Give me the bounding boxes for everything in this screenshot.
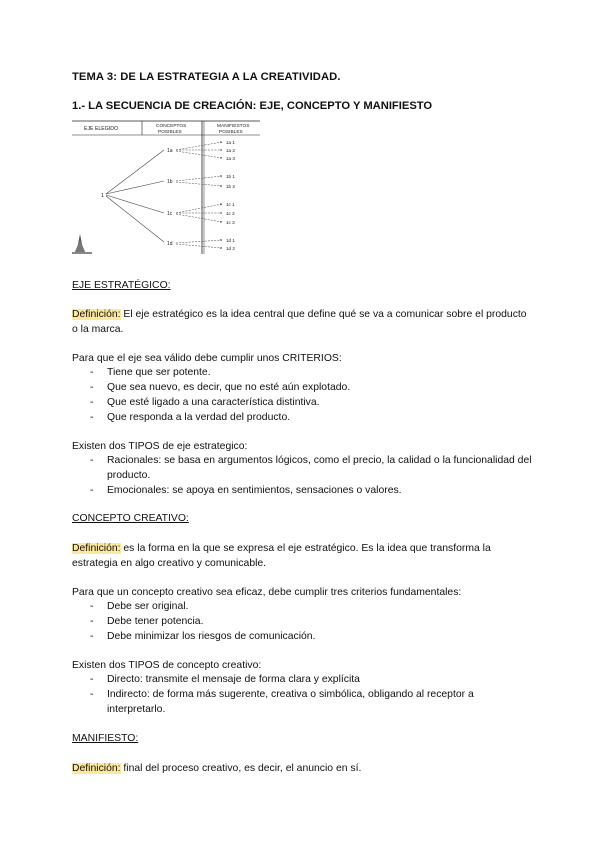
diagram-manifest-1c1: 1c 1 xyxy=(226,202,235,207)
diagram-concept-1c: 1c xyxy=(167,211,173,217)
eje-definition xyxy=(72,307,532,337)
manifiesto-definition-text: final del proceso creativo, es decir, el anuncio en sí. xyxy=(120,763,362,774)
list-item: - Debe ser original. xyxy=(90,601,189,612)
diagram-col3-label-a: MANIFIESTOS xyxy=(217,124,250,129)
diagram-manifest-1a3: 1a 3 xyxy=(226,156,235,161)
diagram-manifest-1a2: 1a 2 xyxy=(226,148,235,153)
list-item: - Emocionales: se apoya en sentimientos, sensaciones o valores. xyxy=(90,485,402,496)
diagram-col2-label-b: POSIBLES xyxy=(158,130,182,135)
diagram-col2-label-a: CONCEPTOS xyxy=(156,124,187,129)
list-item: - Debe minimizar los riesgos de comunicación. xyxy=(90,631,316,642)
diagram-manifest-1d1: 1d 1 xyxy=(226,238,235,243)
list-item: - Que sea nuevo, es decir, que no esté aún explotado. xyxy=(90,382,351,393)
list-item: - Que esté ligado a una característica distintiva. xyxy=(90,397,320,408)
diagram-manifest-1b2: 1b 2 xyxy=(226,184,235,189)
concepto-definition-text: es la forma en la que se expresa el eje estratégico. Es la idea que transforma la estrategia en algo creativo y comunicable. xyxy=(72,543,491,569)
section-heading: 1.- LA SECUENCIA DE CREACIÓN: EJE, CONCEPTO Y MANIFIESTO xyxy=(72,100,433,112)
diagram-concept-1b: 1b xyxy=(167,179,173,185)
list-item: - Que responda a la verdad del producto. xyxy=(90,412,291,423)
list-item: - Racionales: se basa en argumentos lógicos, como el precio, la calidad o la funcionalidad del producto. xyxy=(90,455,532,481)
concepto-heading: CONCEPTO CREATIVO: xyxy=(72,513,189,524)
list-item: - Indirecto: de forma más sugerente, creativa o simbólica, obligando al receptor a interpretarlo. xyxy=(90,689,474,715)
concepto-definition xyxy=(72,541,532,571)
diagram-concept-1d: 1d xyxy=(167,241,173,247)
manifiesto-heading: MANIFIESTO: xyxy=(72,733,139,744)
eje-criteria-list xyxy=(72,365,532,425)
concepto-criteria-intro: Para que un concepto creativo sea eficaz, debe cumplir tres criterios fundamentales: xyxy=(72,587,462,598)
eje-definition-text: El eje estratégico es la idea central que define qué se va a comunicar sobre el producto o la marca. xyxy=(72,309,527,335)
diagram-edge-1c xyxy=(106,195,164,213)
diagram-col3-label-b: POSIBLES xyxy=(219,130,243,135)
concepto-types-list xyxy=(72,672,532,717)
diagram-manifests xyxy=(226,140,235,251)
eje-criteria-intro: Para que el eje sea válido debe cumplir unos CRITERIOS: xyxy=(72,353,342,364)
diagram-manifest-1c3: 1c 3 xyxy=(226,220,235,225)
manifiesto-definition-label: Definición: xyxy=(72,763,121,774)
diagram-col1-label: EJE ELEGIDO xyxy=(84,126,119,132)
diagram-root-node: 1 xyxy=(101,193,105,199)
eje-types-list xyxy=(72,453,532,498)
diagram-manifest-1a1: 1a 1 xyxy=(226,140,235,145)
eje-definition-label: Definición: xyxy=(72,309,121,320)
diagram-manifest-1d2: 1d 2 xyxy=(226,246,235,251)
diagram-manifest-1c2: 1c 2 xyxy=(226,211,235,216)
diagram-manifest-edges xyxy=(176,142,222,248)
eje-heading: EJE ESTRATÉGICO: xyxy=(72,280,171,291)
concepto-criteria-list xyxy=(72,599,532,644)
concepto-definition-label: Definición: xyxy=(72,543,121,554)
tree-icon xyxy=(72,234,92,254)
list-item: - Directo: transmite el mensaje de forma clara y explícita xyxy=(90,674,360,685)
diagram-manifest-1b1: 1b 1 xyxy=(226,174,235,179)
concepto-types-intro: Existen dos TIPOS de concepto creativo: xyxy=(72,660,262,671)
eje-types-intro: Existen dos TIPOS de eje estrategico: xyxy=(72,441,248,452)
manifiesto-definition xyxy=(72,761,532,776)
list-item: - Tiene que ser potente. xyxy=(90,367,211,378)
diagram-edge-1d xyxy=(106,196,164,242)
creation-sequence-diagram xyxy=(72,118,260,256)
list-item: - Debe tener potencia. xyxy=(90,616,204,627)
document-title: TEMA 3: DE LA ESTRATEGIA A LA CREATIVIDAD. xyxy=(72,71,341,83)
diagram-concept-1a: 1a xyxy=(167,148,173,154)
